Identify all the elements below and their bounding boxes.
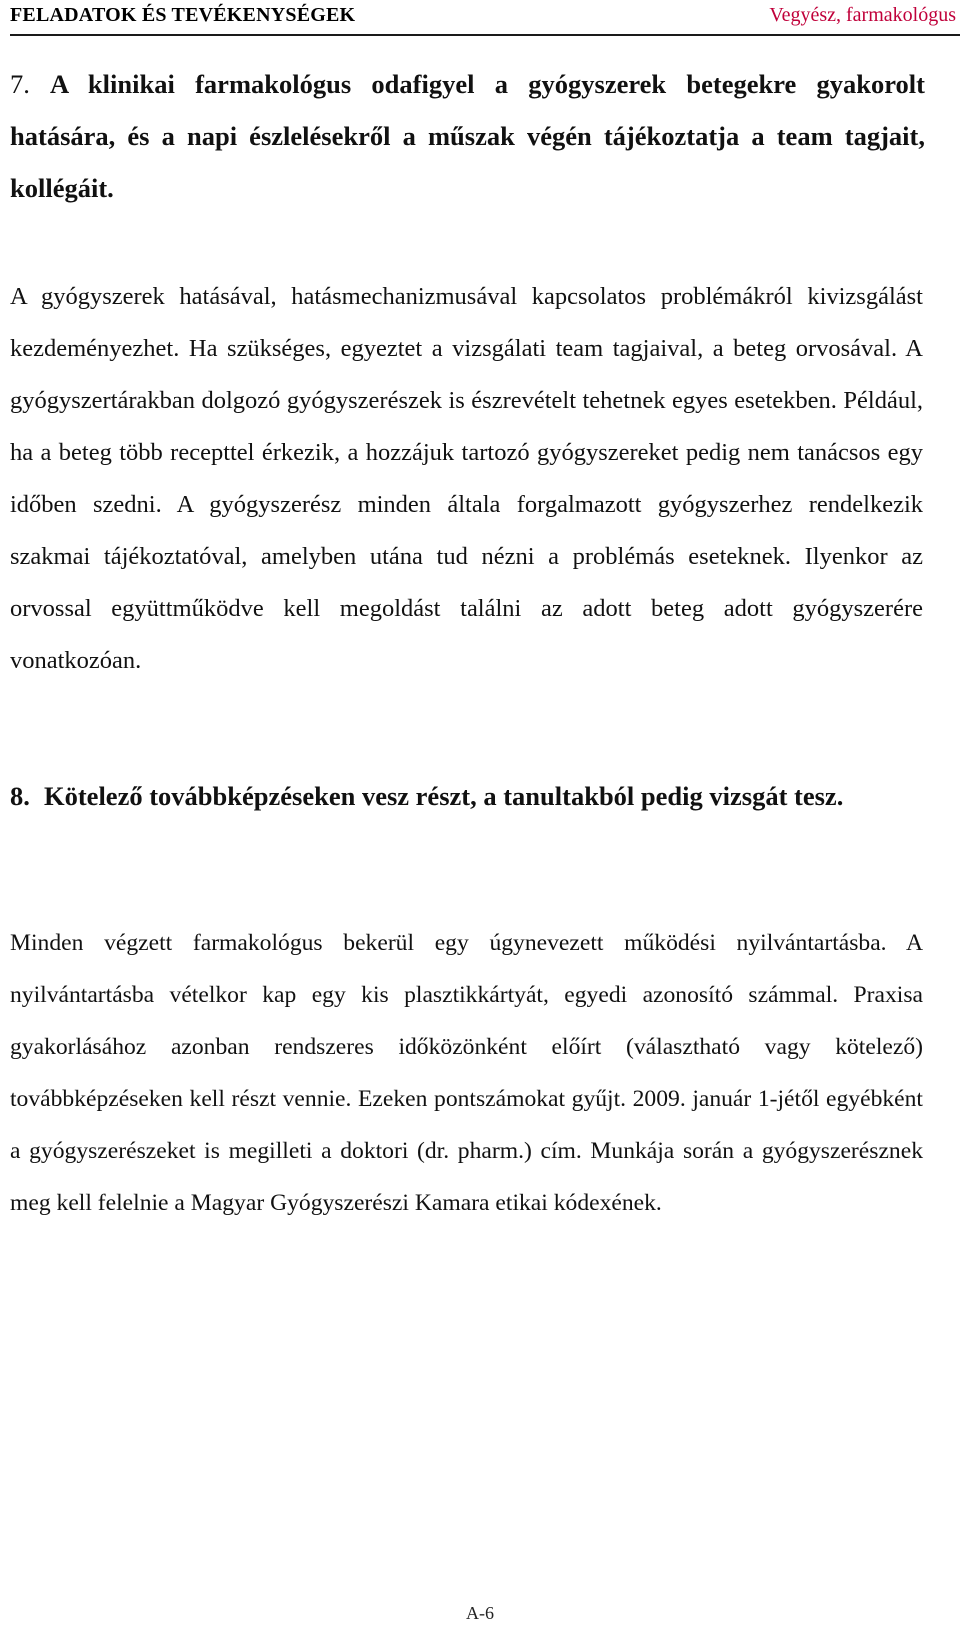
section-7-number: 7. (10, 69, 30, 99)
section-7-heading-text: A klinikai farmakológus odafigyel a gyógyszerek betegekre gyakorolt hatására, és a napi észlelésekről a műszak végén tájékoztatja a team tagjait, kollégáit. (10, 69, 925, 203)
page-header (10, 0, 960, 36)
header-section-title: FELADATOK ÉS TEVÉKENYSÉGEK (10, 4, 356, 26)
header-profession: Vegyész, farmakológus (769, 4, 956, 26)
section-8-heading (10, 770, 925, 822)
page-number: A-6 (466, 1603, 494, 1623)
section-7-heading (10, 58, 925, 214)
section-7-body: A gyógyszerek hatásával, hatásmechanizmusával kapcsolatos problémákról kivizsgálást kezdeményezhet. Ha szükséges, egyeztet a vizsgálati team tagjaival, a beteg orvosával. A gyógyszertárakban dolgozó gyógyszerészek is észrevételt tehetnek egyes esetekben. Például, ha a beteg több recepttel érkezik, a hozzájuk tartozó gyógyszereket pedig nem tanácsos egy időben szedni. A gyógyszerész minden általa forgalmazott gyógyszerhez rendelkezik szakmai tájékoztatóval, amelyben utána tud nézni a problémás eseteknek. Ilyenkor az orvossal együttműködve kell megoldást találni az adott beteg adott gyógyszerére vonatkozóan. (10, 283, 923, 674)
section-8-number: 8. (10, 781, 30, 811)
section-8-body: Minden végzett farmakológus bekerül egy úgynevezett működési nyilvántartásba. A nyilvántartásba vételkor kap egy kis plasztikkártyát, egyedi azonosító számmal. Praxisa gyakorlásához azonban rendszeres időközönként előírt (választható vagy kötelező) továbbképzéseken kell részt vennie. Ezeken pontszámokat gyűjt. 2009. január 1-jétől egyébként a gyógyszerészeket is megilleti a doktori (dr. pharm.) cím. Munkája során a gyógyszerésznek meg kell felelnie a Magyar Gyógyszerészi Kamara etikai kódexének. (10, 930, 923, 1216)
section-8-heading-text: Kötelező továbbképzéseken vesz részt, a tanultakból pedig vizsgát tesz. (44, 781, 844, 811)
